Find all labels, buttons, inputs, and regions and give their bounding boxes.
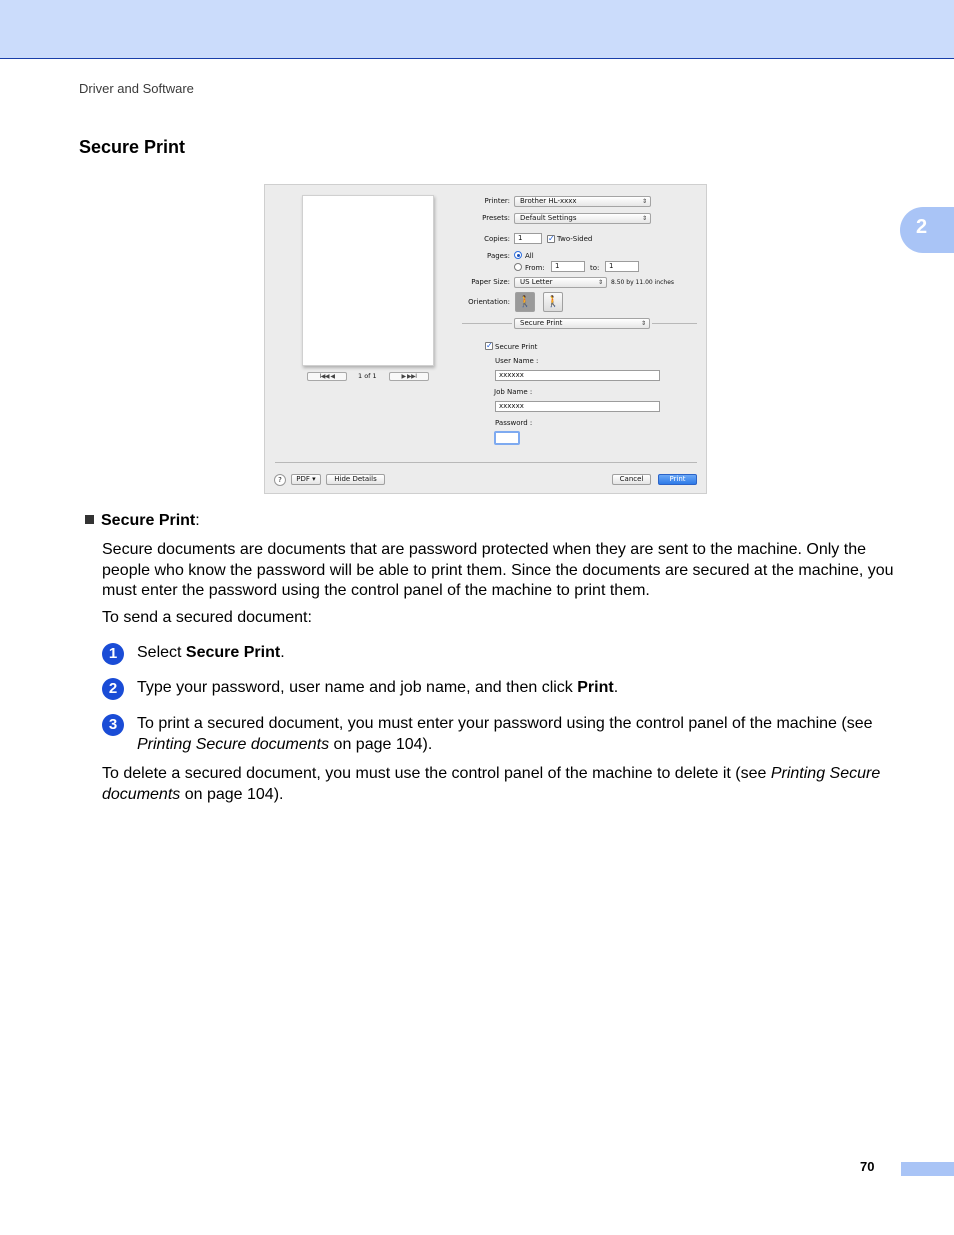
pages-to-label: to: (590, 264, 600, 272)
user-name-field[interactable]: xxxxxx (495, 370, 660, 381)
password-field[interactable] (494, 431, 520, 445)
step-text-link[interactable]: Printing Secure documents (137, 735, 330, 753)
hide-details-button[interactable]: Hide Details (326, 474, 385, 485)
printer-value: Brother HL-xxxx (520, 197, 577, 205)
para-post: on page 104). (180, 785, 284, 803)
landscape-orientation-icon[interactable]: 🚶 (543, 292, 563, 312)
presets-label: Presets: (482, 214, 510, 222)
popup-arrows-icon: ⇕ (641, 215, 647, 222)
cancel-button[interactable]: Cancel (612, 474, 651, 485)
paragraph-intro: To send a secured document: (102, 609, 312, 626)
paper-size-value: US Letter (520, 278, 553, 286)
pages-all-label: All (525, 252, 534, 260)
bullet-square-icon (85, 515, 94, 524)
chapter-tab (900, 207, 954, 253)
divider-left (462, 323, 512, 324)
password-label: Password : (495, 419, 533, 427)
print-button[interactable]: Print (658, 474, 697, 485)
step-1 (102, 643, 902, 664)
portrait-orientation-icon[interactable]: 🚶 (515, 292, 535, 312)
job-name-label: Job Name : (494, 388, 533, 396)
section-title: Secure Print (79, 137, 186, 157)
step-number: 1 (102, 643, 124, 665)
panel-popup[interactable] (514, 318, 650, 329)
printer-label: Printer: (484, 197, 510, 205)
copies-label: Copies: (484, 235, 510, 243)
pdf-button[interactable]: PDF ▾ (291, 474, 321, 485)
running-head: Driver and Software (79, 81, 194, 96)
secure-print-checkbox[interactable]: ✓ (486, 341, 493, 350)
preview-prev-buttons[interactable]: I◀◀ ◀ (307, 372, 347, 381)
popup-arrows-icon: ⇕ (640, 320, 646, 327)
pages-to-field[interactable]: 1 (605, 261, 639, 272)
paragraph-delete (102, 764, 902, 805)
job-name-field[interactable]: xxxxxx (495, 401, 660, 412)
header-band (0, 0, 954, 59)
two-sided-label: Two-Sided (557, 235, 593, 243)
panel-value: Secure Print (520, 319, 563, 327)
bottom-divider (275, 462, 697, 463)
help-button[interactable]: ? (274, 474, 286, 486)
paper-dimensions: 8.50 by 11.00 inches (611, 279, 675, 286)
step-text-post: . (613, 679, 619, 696)
presets-value: Default Settings (520, 214, 577, 222)
popup-arrows-icon: ⇕ (641, 198, 647, 205)
pages-from-label: From: (525, 264, 545, 272)
secure-print-checkbox-label: Secure Print (495, 343, 538, 351)
bullet-bold: Secure Print (101, 512, 196, 529)
step-text-pre: Type your password, user name and job name, and then click (137, 679, 578, 696)
paper-size-popup[interactable] (514, 277, 607, 288)
paper-size-label: Paper Size: (471, 278, 510, 286)
step-3 (102, 714, 902, 755)
popup-arrows-icon: ⇕ (597, 279, 603, 286)
step-text-bold: Secure Print (185, 644, 281, 661)
bullet-colon: : (195, 512, 200, 529)
step-text (137, 643, 902, 664)
step-number: 3 (102, 714, 124, 736)
step-text (137, 678, 902, 699)
orientation-label: Orientation: (468, 298, 510, 306)
page-preview (302, 195, 434, 366)
step-text-post: on page 104). (329, 735, 433, 753)
step-text-post: . (280, 644, 285, 661)
preview-next-buttons[interactable]: ▶ ▶▶I (389, 372, 429, 381)
page-number-tab (901, 1162, 954, 1176)
pages-from-field[interactable]: 1 (551, 261, 585, 272)
para-pre: To delete a secured document, you must use the control panel of the machine to delete it (see (102, 765, 771, 782)
pages-from-radio[interactable] (514, 263, 522, 271)
chapter-number: 2 (916, 216, 928, 238)
step-text-pre: Select (137, 644, 186, 661)
pages-label: Pages: (487, 252, 510, 260)
step-2 (102, 678, 902, 699)
presets-popup[interactable] (514, 213, 651, 224)
page-number: 70 (860, 1159, 875, 1174)
user-name-label: User Name : (495, 357, 539, 365)
page-counter: 1 of 1 (358, 372, 377, 380)
step-text (137, 714, 902, 755)
copies-field[interactable]: 1 (514, 233, 542, 244)
para-link[interactable]: Printing Secure documents (102, 765, 881, 803)
pages-all-radio[interactable] (514, 251, 522, 259)
divider-right (652, 323, 697, 324)
paragraph-description: Secure documents are documents that are password protected when they are sent to the machine. Only the people who know the password will be able to print them. Since the documents are secured at the machine, you must enter the password using the control panel of the machine to print them. (102, 541, 894, 599)
printer-popup[interactable] (514, 196, 651, 207)
step-text-pre: To print a secured document, you must enter your password using the control panel of the machine (see (137, 715, 873, 732)
bullet-heading (85, 512, 200, 530)
two-sided-checkbox[interactable]: ✓ (548, 234, 555, 243)
step-text-bold: Print (577, 679, 614, 696)
step-number: 2 (102, 678, 124, 700)
print-dialog-screenshot (264, 184, 707, 494)
